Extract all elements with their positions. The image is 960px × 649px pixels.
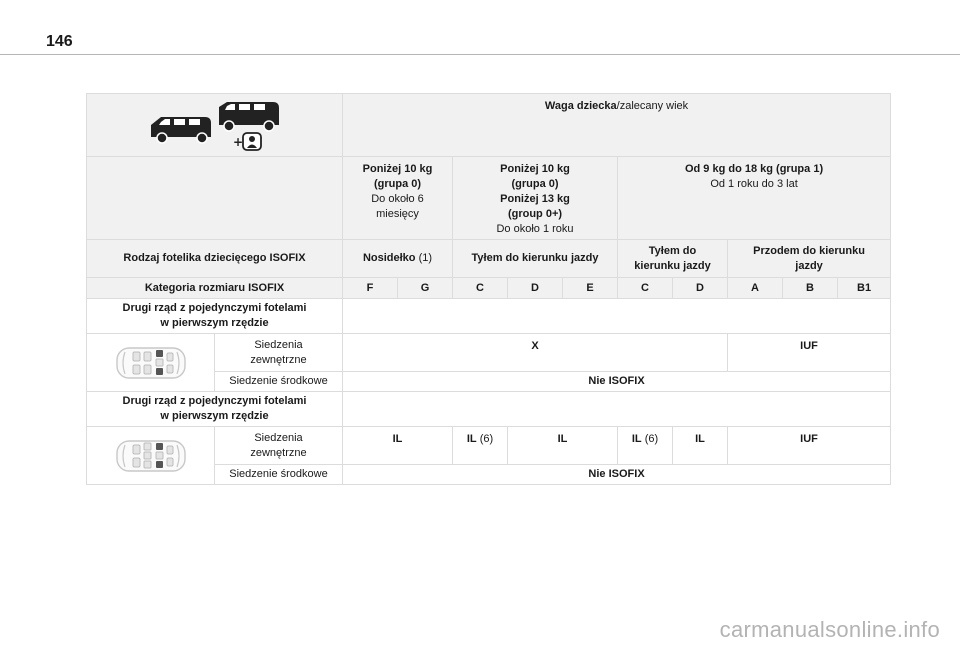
middle-seat-label: Siedzenie środkowe: [215, 465, 343, 485]
middle-seat-value: Nie ISOFIX: [343, 465, 891, 485]
carrycot-cell: Nosidełko (1): [343, 240, 453, 278]
size-class-cell: C: [618, 278, 673, 299]
weight-group-0-carrycot: Poniżej 10 kg (grupa 0) Do około 6 miesięcy: [343, 157, 453, 240]
outer-seats-value: IL (6): [618, 427, 673, 465]
outer-seats-value: IL: [508, 427, 618, 465]
outer-seats-rear-value: X: [343, 334, 728, 372]
size-class-cell: A: [728, 278, 783, 299]
seat-layout-cell: [87, 334, 215, 392]
size-class-cell: D: [673, 278, 728, 299]
van-pictogram-icon: [145, 99, 285, 151]
size-class-label: Kategoria rozmiaru ISOFIX: [87, 278, 343, 299]
size-class-cell: G: [398, 278, 453, 299]
outer-seats-label: Siedzenia zewnętrzne: [215, 334, 343, 372]
seat-layout-cell: [87, 427, 215, 485]
svg-text:+: +: [232, 135, 243, 149]
size-class-cell: F: [343, 278, 398, 299]
page-number: 146: [46, 33, 73, 50]
rear-facing-cell: Tyłem do kierunku jazdy: [453, 240, 618, 278]
outer-seats-value: IUF: [728, 427, 891, 465]
size-class-cell: D: [508, 278, 563, 299]
empty-cell: [343, 299, 891, 334]
size-class-cell: B: [783, 278, 838, 299]
top-divider: [0, 54, 960, 55]
section-heading: Drugi rząd z pojedynczymi fotelami w pierwszym rzędzie: [87, 299, 343, 334]
child-weight-header: Waga dziecka/zalecany wiek: [343, 94, 891, 157]
vehicle-icons-cell: [87, 94, 343, 157]
seat-layout-car-icon: [115, 345, 187, 381]
outer-seats-value: IL: [343, 427, 453, 465]
outer-seats-label: Siedzenia zewnętrzne: [215, 427, 343, 465]
section-heading: Drugi rząd z pojedynczymi fotelami w pierwszym rzędzie: [87, 392, 343, 427]
size-class-cell: E: [563, 278, 618, 299]
outer-seats-value: IL: [673, 427, 728, 465]
seat-layout-car-icon: [115, 438, 187, 474]
empty-cell: [87, 157, 343, 240]
seat-type-label: Rodzaj fotelika dziecięcego ISOFIX: [87, 240, 343, 278]
watermark: carmanualsonline.info: [719, 617, 940, 642]
empty-cell: [343, 392, 891, 427]
outer-seats-value: IL (6): [453, 427, 508, 465]
middle-seat-label: Siedzenie środkowe: [215, 372, 343, 392]
size-class-cell: B1: [838, 278, 891, 299]
weight-group-1: Od 9 kg do 18 kg (grupa 1) Od 1 roku do 3 lat: [618, 157, 891, 240]
weight-group-0-plus: Poniżej 10 kg (grupa 0) Poniżej 13 kg (group 0+) Do około 1 roku: [453, 157, 618, 240]
outer-seats-forward-value: IUF: [728, 334, 891, 372]
isofix-table: [86, 93, 891, 485]
middle-seat-value: Nie ISOFIX: [343, 372, 891, 392]
rear-facing-cell-2: Tyłem do kierunku jazdy: [618, 240, 728, 278]
forward-facing-cell: Przodem do kierunku jazdy: [728, 240, 891, 278]
size-class-cell: C: [453, 278, 508, 299]
